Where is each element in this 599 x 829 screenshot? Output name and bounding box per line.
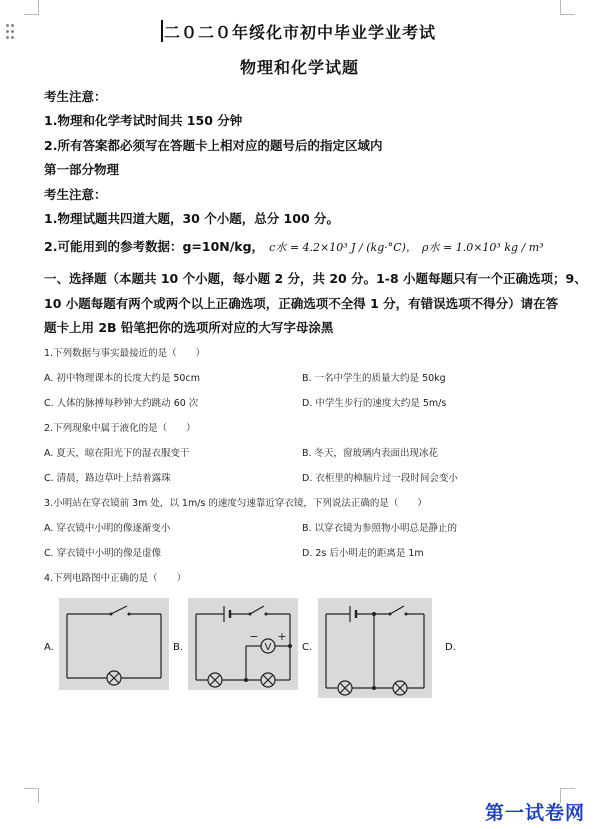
question-3-stem: 3.小明站在穿衣镜前 3m 处，以 1m/s 的速度匀速靠近穿衣镜，下列说法正确的是（ ） — [44, 498, 427, 509]
density-formula: ρ水 = 1.0×10³ kg / m³ — [422, 241, 544, 254]
question-3-option-a: A. 穿衣镜中小明的像逐渐变小 — [44, 523, 171, 534]
circuit-diagram-c — [318, 598, 432, 698]
question-2-option-c: C. 清晨，路边草叶上结着露珠 — [44, 473, 171, 484]
notice-item-2: 2.所有答案都必须写在答题卡上相对应的题号后的指定区域内 — [44, 138, 383, 153]
question-4-stem: 4.下列电路图中正确的是（ ） — [44, 573, 187, 584]
question-3-option-b: B. 以穿衣镜为参照物小明总是静止的 — [302, 523, 458, 534]
page-subtitle: 物理和化学试题 — [240, 58, 360, 77]
corner-mark-top-right — [560, 0, 575, 15]
specific-heat-formula: c水 = 4.2×10³ J / (kg·°C)， — [269, 241, 417, 254]
voltmeter-minus-terminal: − — [249, 630, 259, 643]
corner-mark-bottom-left — [24, 788, 39, 803]
part-heading: 第一部分物理 — [44, 162, 120, 177]
page-title: 二０二０年绥化市初中毕业学业考试 — [164, 23, 437, 42]
physics-notice-item-2 — [44, 236, 544, 255]
question-2-stem: 2.下列现象中属于液化的是（ ） — [44, 423, 196, 434]
notice-item-1: 1.物理和化学考试时间共 150 分钟 — [44, 113, 243, 128]
circuit-option-a-label: A. — [44, 642, 54, 653]
physics-notice-item-1: 1.物理试题共四道大题，30 个小题，总分 100 分。 — [44, 211, 339, 226]
question-2-option-a: A. 夏天，晾在阳光下的湿衣服变干 — [44, 448, 190, 459]
reference-data-label: 2.可能用到的参考数据： — [44, 239, 183, 254]
circuit-option-d-label: D. — [445, 642, 456, 653]
question-1-option-c: C. 人体的脉搏每秒钟大约跳动 60 次 — [44, 398, 199, 409]
question-1-option-a: A. 初中物理课本的长度大约是 50cm — [44, 373, 200, 384]
circuit-diagram-a — [59, 598, 169, 690]
site-watermark: 第一试卷网 — [485, 802, 586, 824]
corner-mark-top-left — [24, 0, 39, 15]
circuit-option-b-label: B. — [173, 642, 184, 653]
question-2-option-b: B. 冬天，窗玻璃内表面出现冰花 — [302, 448, 439, 459]
question-1-option-b: B. 一名中学生的质量大约是 50kg — [302, 373, 446, 384]
section-instructions-line-2: 10 小题每题有两个或两个以上正确选项，正确选项不全得 1 分，有错误选项不得分）请在答 — [44, 296, 559, 311]
question-3-option-d: D. 2s 后小明走的距离是 1m — [302, 548, 424, 559]
question-1-stem: 1.下列数据与事实最接近的是（ ） — [44, 348, 206, 359]
circuit-option-c-label: C. — [302, 642, 313, 653]
section-instructions-line-1: 一、选择题（本题共 10 个小题，每小题 2 分，共 20 分。1-8 小题每题只有一个正确选项；9、 — [44, 271, 587, 286]
notice-heading: 考生注意： — [44, 89, 107, 104]
physics-notice-heading: 考生注意： — [44, 187, 107, 202]
voltmeter-plus-terminal: + — [277, 630, 287, 643]
gravity-value: g=10N/kg， — [182, 239, 265, 254]
question-3-option-c: C. 穿衣镜中小明的像是虚像 — [44, 548, 162, 559]
drag-handle-icon[interactable] — [6, 24, 16, 40]
section-instructions-line-3: 题卡上用 2B 铅笔把你的选项所对应的大写字母涂黑 — [44, 320, 334, 335]
circuit-diagram-b — [188, 598, 298, 690]
voltmeter-symbol: V — [264, 642, 272, 653]
question-1-option-d: D. 中学生步行的速度大约是 5m/s — [302, 398, 447, 409]
question-2-option-d: D. 衣柜里的樟脑片过一段时间会变小 — [302, 473, 458, 484]
text-cursor — [161, 20, 163, 42]
